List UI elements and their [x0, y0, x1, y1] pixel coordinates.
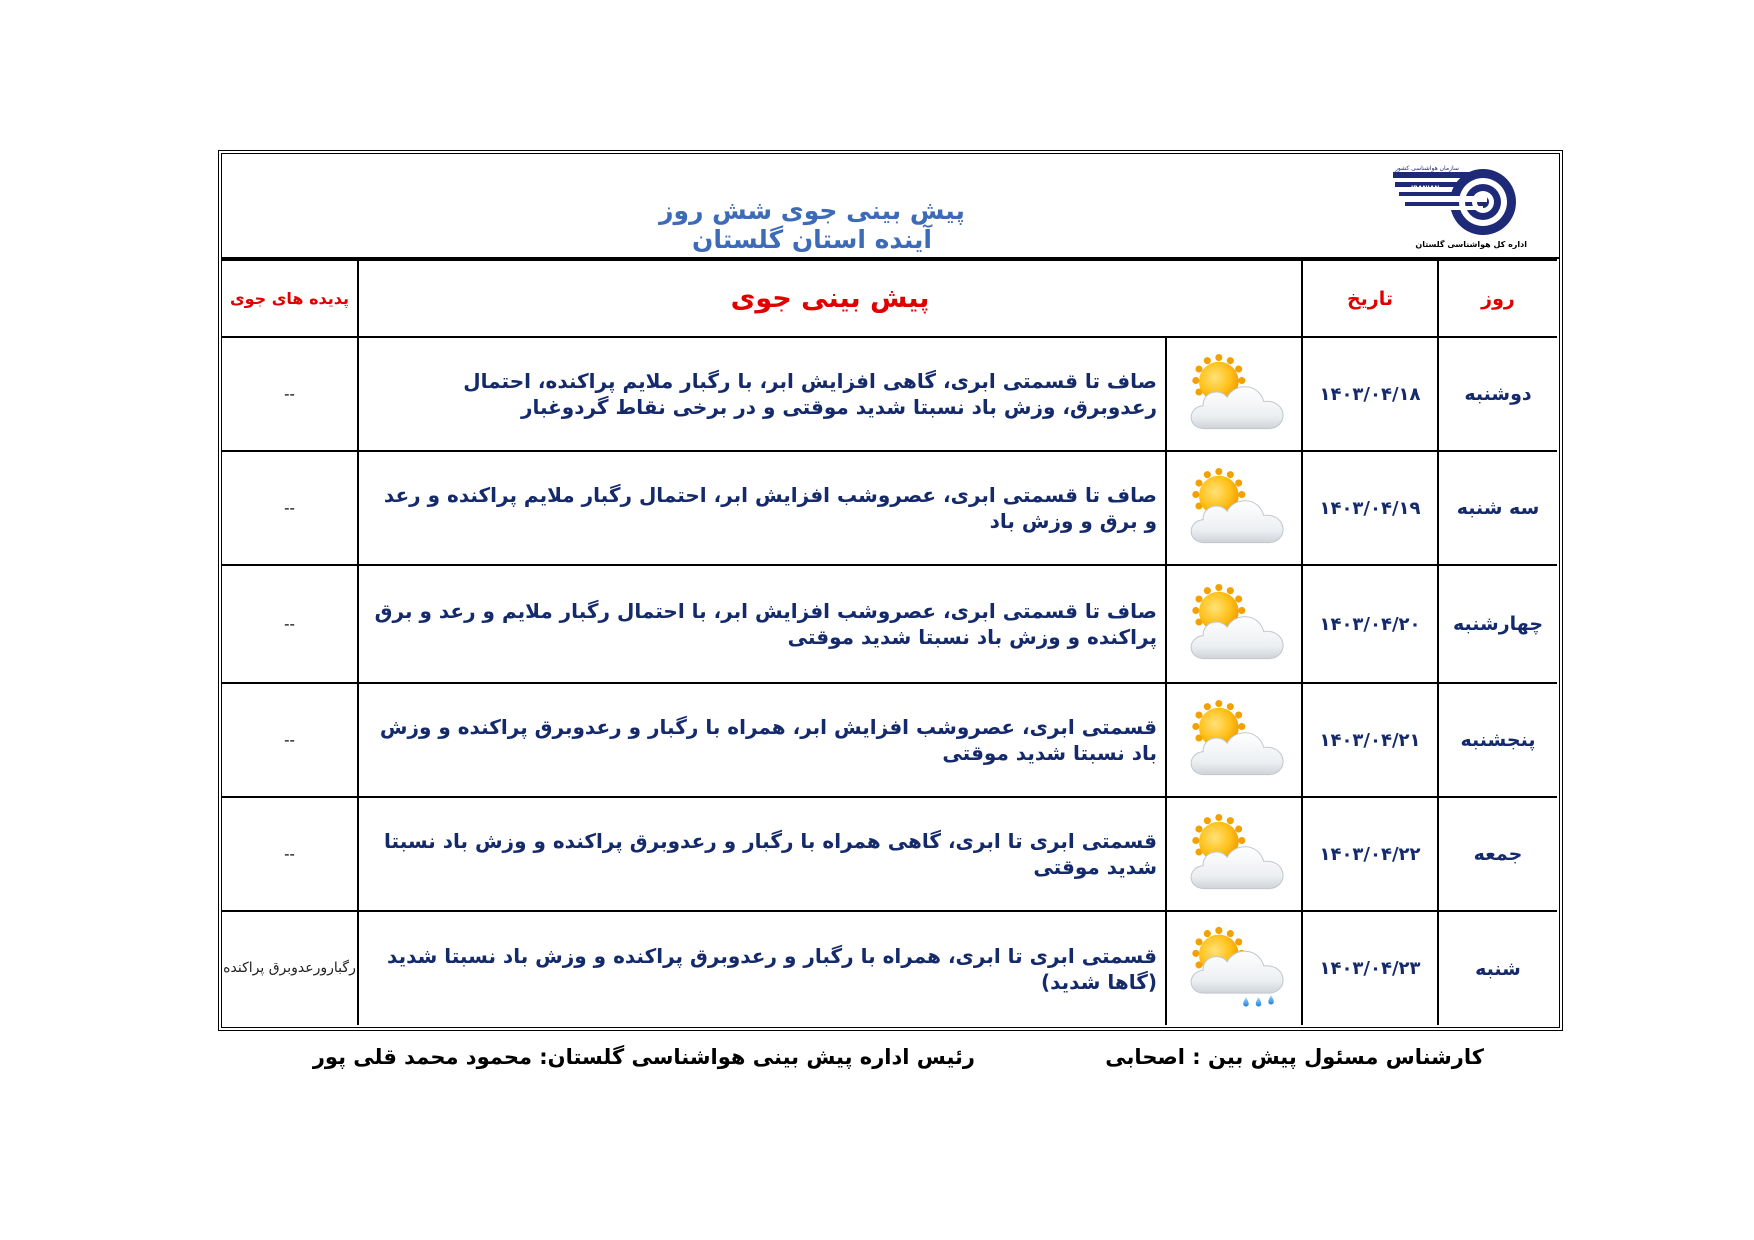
phenomena-cell: --: [222, 683, 358, 797]
page-title: پیش بینی جوی شش روز آینده استان گلستان: [659, 196, 965, 254]
logo-org-fa: سازمان هواشناسی کشور: [1395, 165, 1459, 172]
table-header-row: [222, 260, 1557, 337]
table-row: [222, 337, 1557, 451]
weather-icon-cell: [1166, 683, 1302, 797]
day-cell: چهارشنبه: [1438, 565, 1557, 683]
forecast-text: صاف تا قسمتی ابری، گاهی افزایش ابر، با رگبار ملایم پراکنده، احتمال رعدوبرق، وزش باد نسبتا شدید موقتی و در برخی نقاط گردوغبار: [358, 337, 1166, 451]
partly-cloudy-icon: [1177, 345, 1292, 439]
forecast-table: [222, 259, 1557, 1025]
partly-cloudy-icon: [1177, 459, 1292, 553]
header-date: تاریخ: [1302, 260, 1438, 337]
forecaster-signature: کارشناس مسئول پیش بین : اصحابی: [1105, 1045, 1484, 1069]
day-cell: سه شنبه: [1438, 451, 1557, 565]
day-cell: شنبه: [1438, 911, 1557, 1025]
forecast-sheet: [218, 150, 1563, 1031]
meteorological-organization-logo: [1389, 162, 1527, 252]
logo-meteorological: METEOROLOGICAL: [1397, 196, 1454, 202]
partly-cloudy-icon: [1177, 805, 1292, 899]
forecast-text: صاف تا قسمتی ابری، عصروشب افزایش ابر، احتمال رگبار ملایم پراکنده و رعد و برق و وزش باد: [358, 451, 1166, 565]
header-phenomena: پدیده های جوی: [222, 260, 358, 337]
header-day: روز: [1438, 260, 1557, 337]
table-row: [222, 683, 1557, 797]
weather-icon-cell: [1166, 337, 1302, 451]
forecast-text: قسمتی ابری تا ابری، همراه با رگبار و رعدوبرق پراکنده و وزش باد نسبتا شدید (گاها شدید): [358, 911, 1166, 1025]
sheet-header: [222, 154, 1559, 259]
date-cell: ۱۴۰۳/۰۴/۲۳: [1302, 911, 1438, 1025]
weather-icon-cell: [1166, 451, 1302, 565]
logo-organization: ORGANIZATION: [1405, 206, 1453, 212]
phenomena-cell: --: [222, 797, 358, 911]
weather-icon-cell: [1166, 565, 1302, 683]
table-row: [222, 565, 1557, 683]
head-of-office-signature: رئیس اداره پیش بینی هواشناسی گلستان: محمود محمد قلی پور: [312, 1045, 975, 1069]
day-cell: پنجشنبه: [1438, 683, 1557, 797]
header-forecast: پیش بینی جوی: [358, 260, 1302, 337]
partly-cloudy-icon: [1177, 691, 1292, 785]
partly-cloudy-icon: [1177, 575, 1292, 669]
sheet-inner-frame: [221, 153, 1560, 1028]
weather-icon-cell: [1166, 797, 1302, 911]
date-cell: ۱۴۰۳/۰۴/۲۱: [1302, 683, 1438, 797]
weather-icon-cell: [1166, 911, 1302, 1025]
partly-cloudy-rain-icon: [1177, 920, 1292, 1014]
logo-caption: اداره کل هواشناسی گلستان: [1415, 240, 1527, 249]
date-cell: ۱۴۰۳/۰۴/۱۹: [1302, 451, 1438, 565]
date-cell: ۱۴۰۳/۰۴/۱۸: [1302, 337, 1438, 451]
date-cell: ۱۴۰۳/۰۴/۲۰: [1302, 565, 1438, 683]
day-cell: دوشنبه: [1438, 337, 1557, 451]
forecast-text: قسمتی ابری، عصروشب افزایش ابر، همراه با رگبار و رعدوبرق پراکنده و وزش باد نسبتا شدید موقتی: [358, 683, 1166, 797]
date-cell: ۱۴۰۳/۰۴/۲۲: [1302, 797, 1438, 911]
logo-iranian: IRANIAN: [1411, 185, 1440, 192]
table-row: [222, 911, 1557, 1025]
phenomena-cell: --: [222, 565, 358, 683]
forecast-text: صاف تا قسمتی ابری، عصروشب افزایش ابر، با احتمال رگبار ملایم و رعد و برق پراکنده و وزش باد نسبتا شدید موقتی: [358, 565, 1166, 683]
phenomena-cell: --: [222, 337, 358, 451]
table-row: [222, 797, 1557, 911]
day-cell: جمعه: [1438, 797, 1557, 911]
phenomena-cell: رگبارورعدوبرق پراکنده: [222, 911, 358, 1025]
forecast-text: قسمتی ابری تا ابری، گاهی همراه با رگبار و رعدوبرق پراکنده و وزش باد نسبتا شدید موقتی: [358, 797, 1166, 911]
phenomena-cell: --: [222, 451, 358, 565]
table-row: [222, 451, 1557, 565]
